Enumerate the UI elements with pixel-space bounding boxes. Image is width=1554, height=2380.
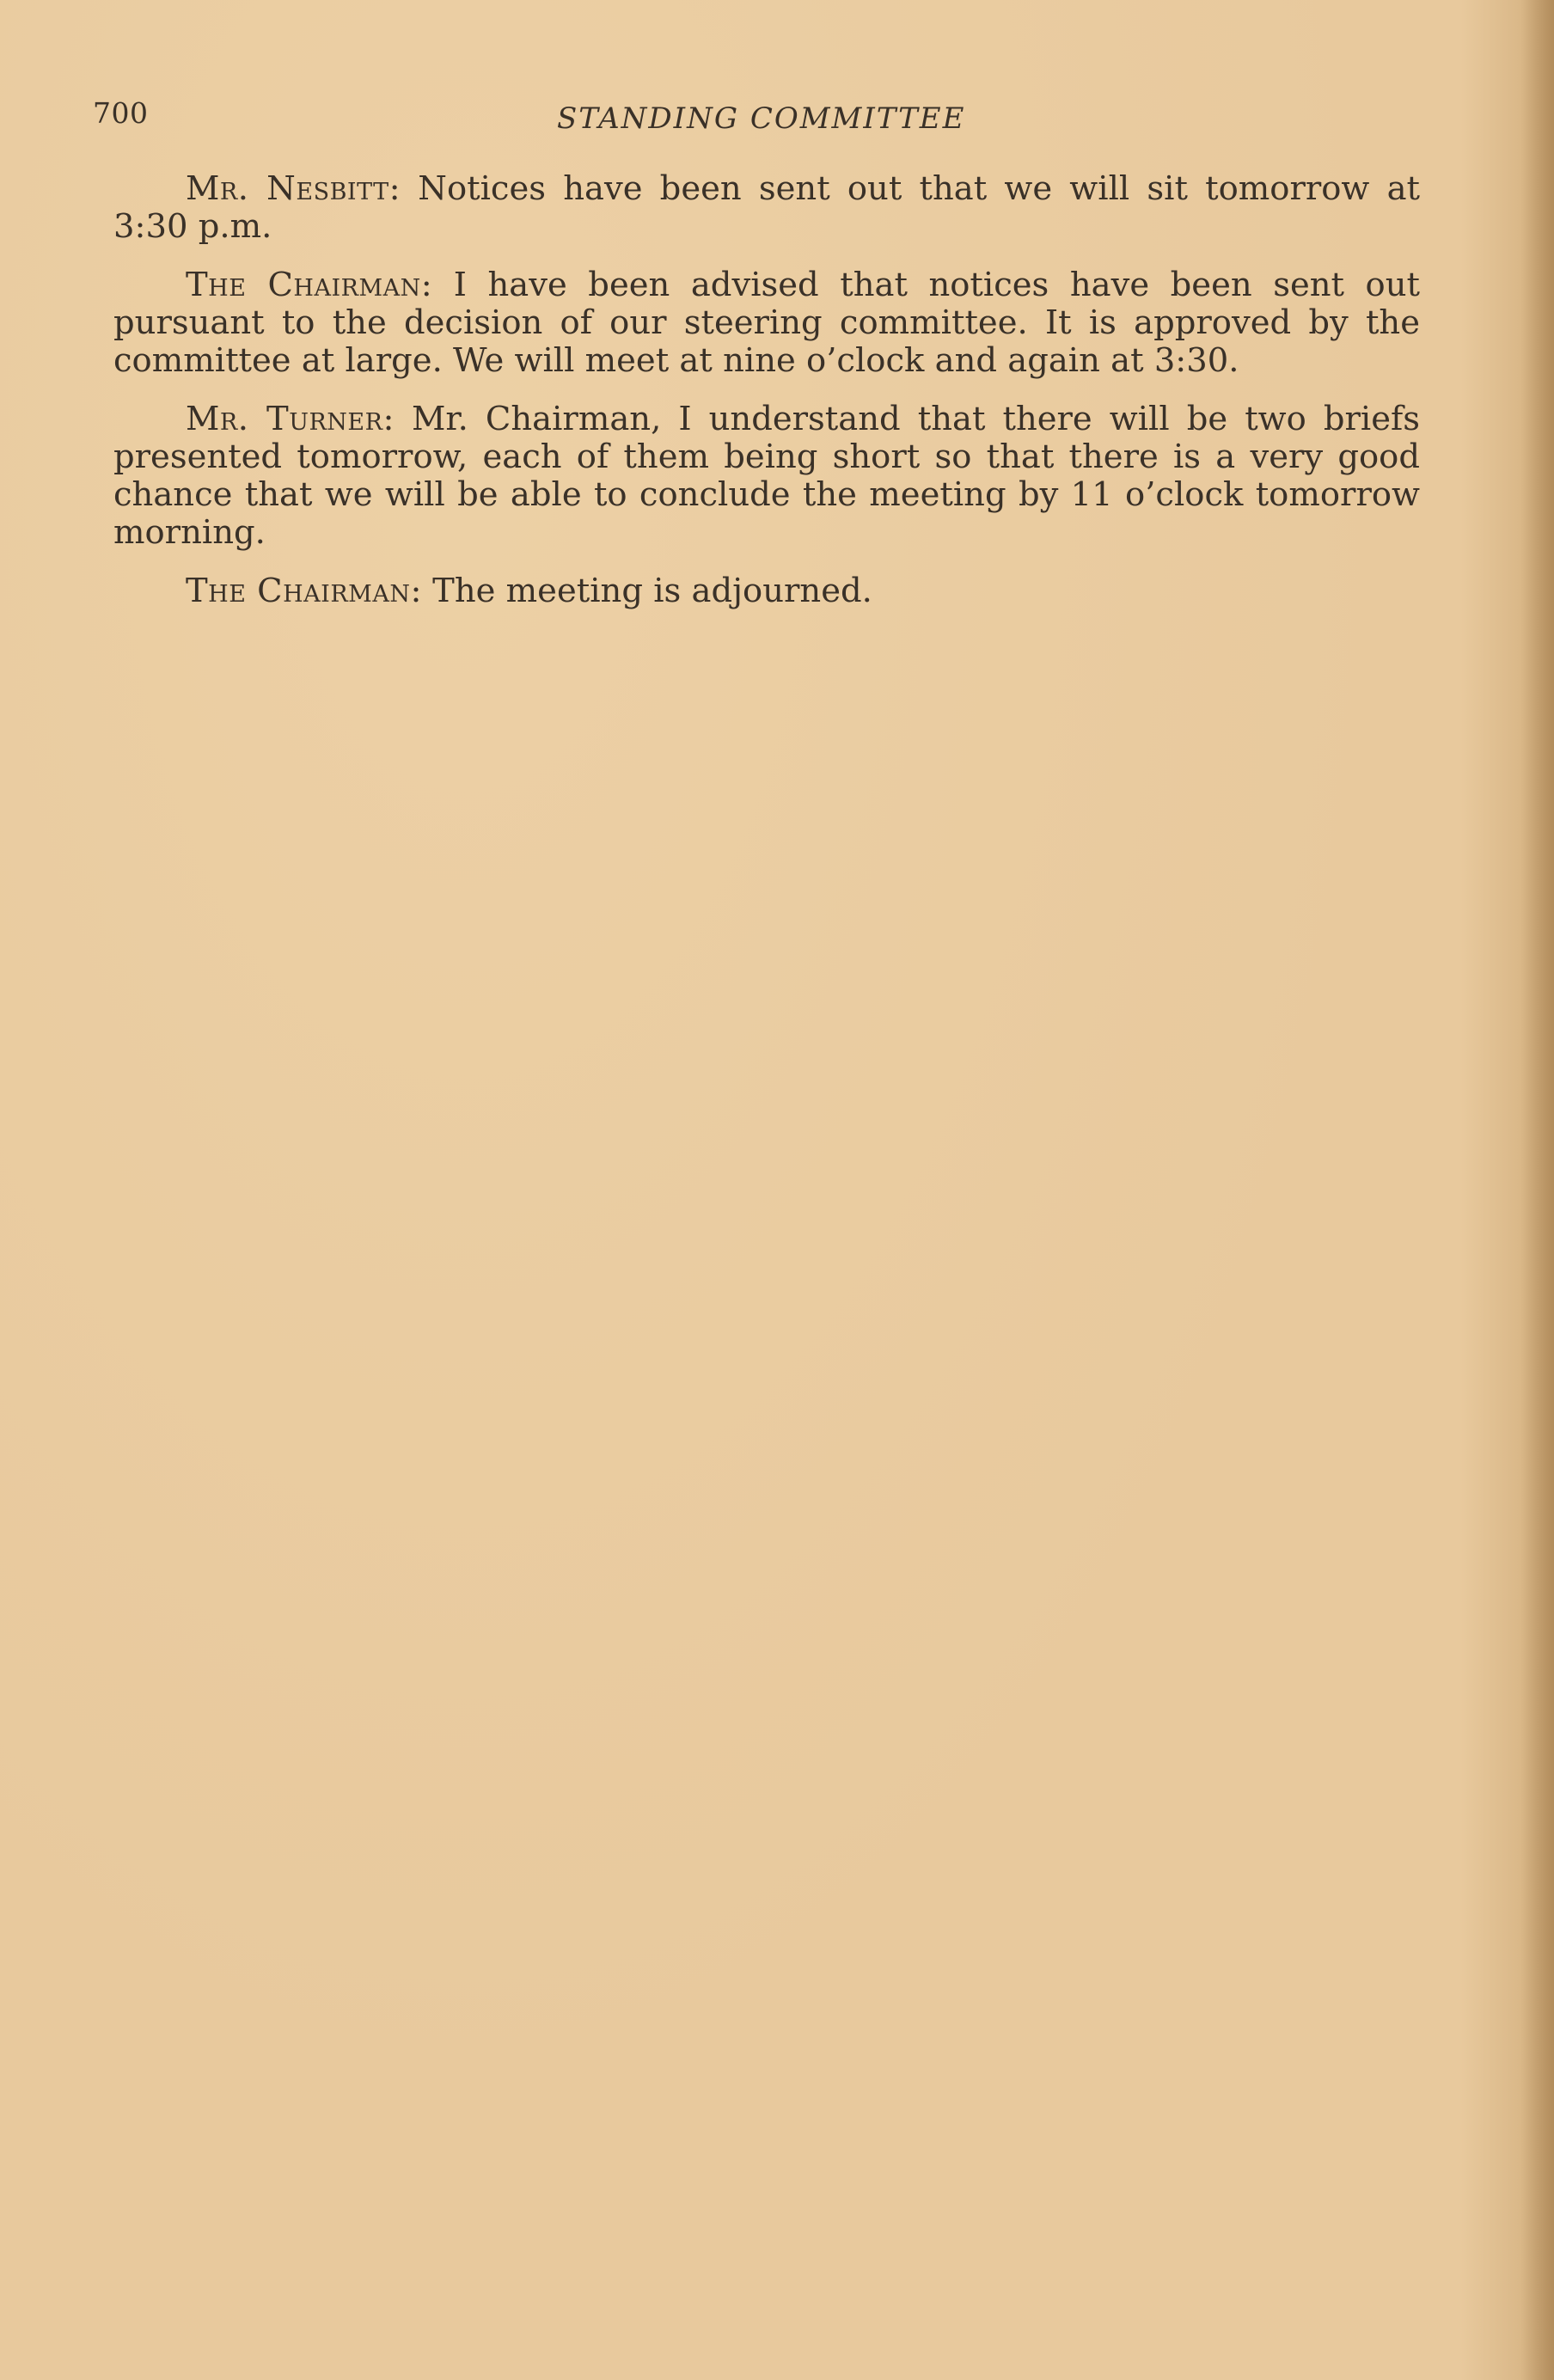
transcript-body — [113, 170, 1420, 631]
running-head — [93, 96, 1416, 148]
page-number: 700 — [93, 96, 149, 130]
paragraph-nesbitt — [113, 170, 1420, 246]
paragraph-chairman-1 — [113, 266, 1420, 380]
speaker-name: Mr. Turner: — [186, 400, 395, 438]
speaker-name: The Chairman: — [186, 572, 422, 610]
speech-text: The meeting is adjourned. — [421, 572, 872, 610]
running-title: STANDING COMMITTEE — [557, 101, 966, 136]
paragraph-chairman-2 — [113, 572, 1420, 610]
page-edge-shadow — [1520, 0, 1554, 2380]
speaker-name: The Chairman: — [186, 266, 433, 304]
speech-text: I have been advised that notices have been sent out pursuant to the decision of our steering committee. It is approved by the committee at large. We will meet at nine o’clock and again at 3:30. — [113, 266, 1420, 380]
speaker-name: Mr. Nesbitt: — [186, 169, 401, 208]
speech-text: Notices have been sent out that we will sit tomorrow at 3:30 p.m. — [113, 169, 1420, 246]
speech-text: Mr. Chairman, I understand that there will be two briefs presented tomorrow, each of them being short so that there is a very good chance that we will be able to conclude the meeting by 11 o’clock tomorrow morning. — [113, 400, 1421, 552]
paragraph-turner — [113, 401, 1420, 552]
